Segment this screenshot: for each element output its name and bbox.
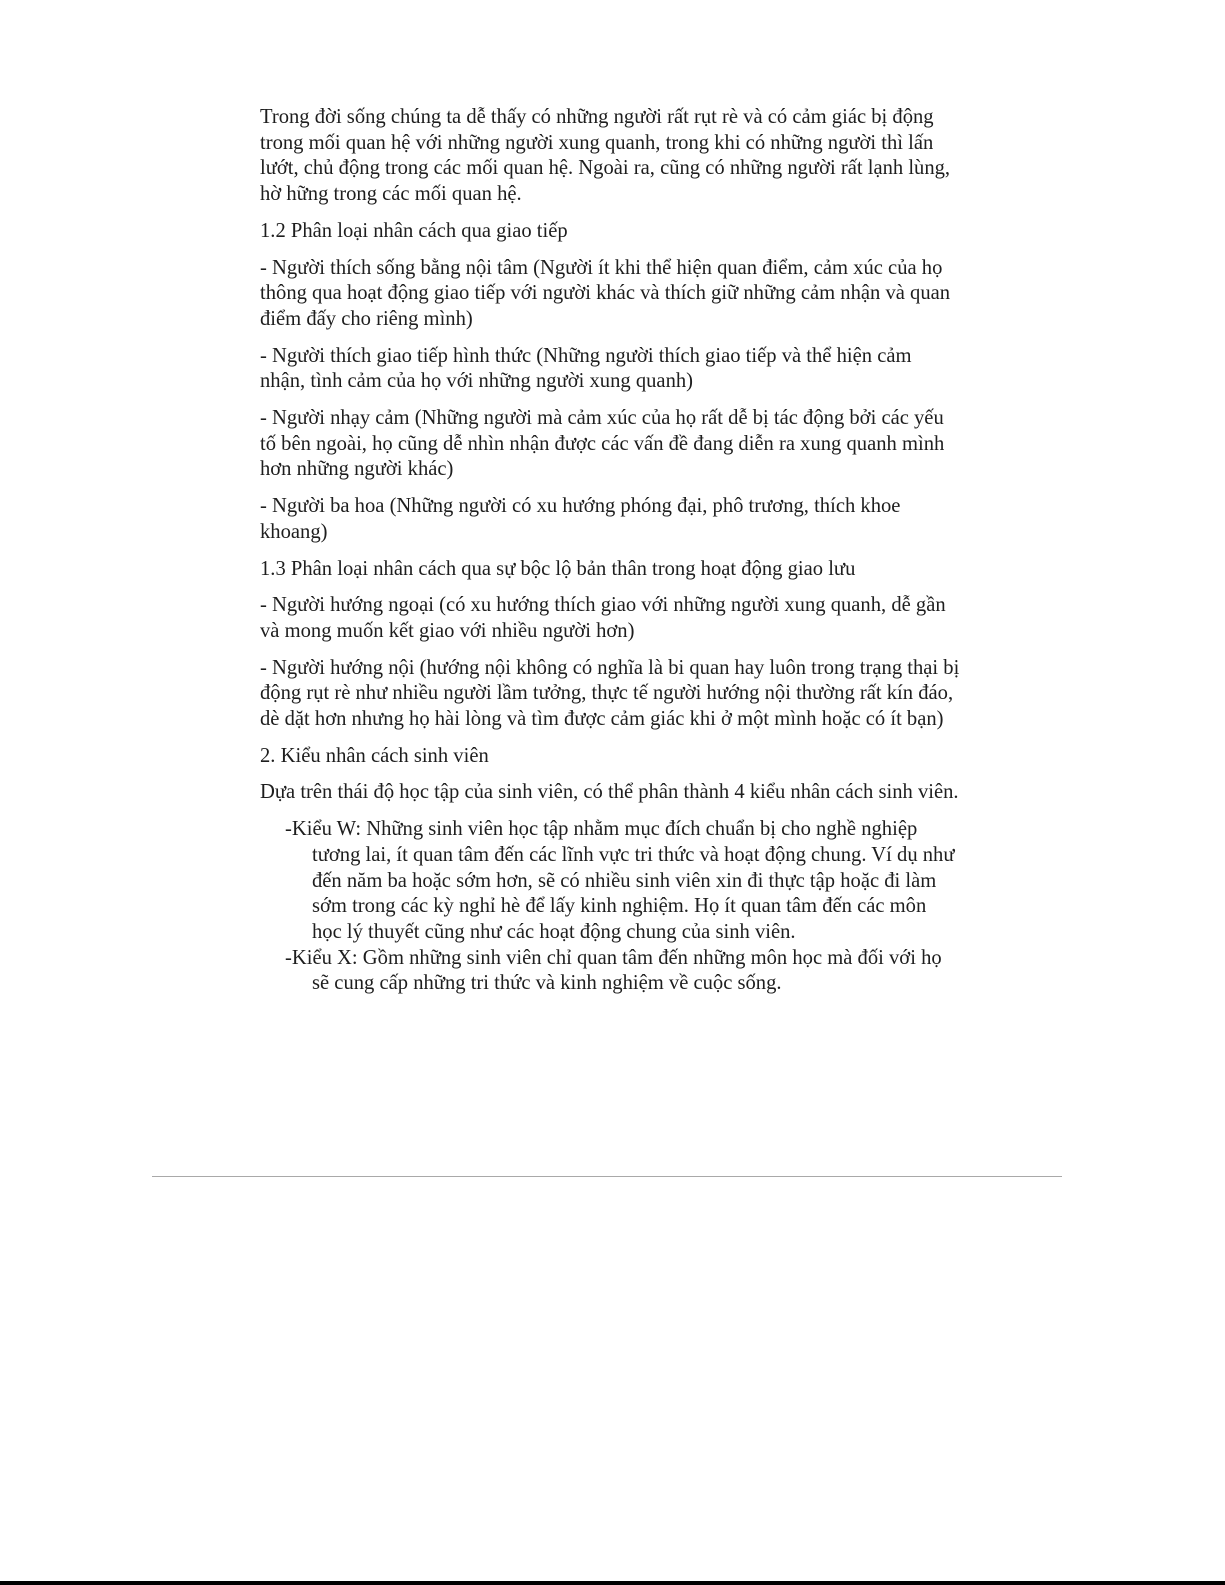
paragraph-sensitive-type: - Người nhạy cảm (Những người mà cảm xúc của họ rất dễ bị tác động bởi các yếu tố bên ngoài, họ cũng dễ nhìn nhận được các vấn đề đang diễn ra xung quanh mình hơn những người khác)	[260, 407, 945, 481]
document-body	[260, 105, 960, 997]
paragraph-introvert-type: - Người thích sống bằng nội tâm (Người ít khi thể hiện quan điểm, cảm xúc của họ thông qua hoạt động giao tiếp với người khác và thích giữ những cảm nhận và quan điểm đấy cho riêng mình)	[260, 256, 951, 330]
student-type-list	[260, 817, 960, 997]
paragraph-extrovert: - Người hướng ngoại (có xu hướng thích giao với những người xung quanh, dễ gần và mong muốn kết giao với nhiều người hơn)	[260, 594, 946, 642]
intro-paragraph: Trong đời sống chúng ta dễ thấy có những người rất rụt rè và có cảm giác bị động trong mối quan hệ với những người xung quanh, trong khi có những người thì lấn lướt, chủ động trong các mối quan hệ. Ngoài ra, cũng có những người rất lạnh lùng, hờ hững trong các mối quan hệ.	[260, 106, 951, 206]
paragraph-boastful-type: - Người ba hoa (Những người có xu hướng phóng đại, phô trương, thích khoe khoang)	[260, 495, 901, 543]
paragraph-formal-type: - Người thích giao tiếp hình thức (Những người thích giao tiếp và thể hiện cảm nhận, tình cảm của họ với những người xung quanh)	[260, 344, 912, 393]
section-heading-2: 2. Kiểu nhân cách sinh viên	[260, 744, 489, 767]
list-item-type-x: -Kiểu X: Gồm những sinh viên chỉ quan tâm đến những môn học mà đối với họ sẽ cung cấp những tri thức và kinh nghiệm về cuộc sống.	[285, 946, 942, 995]
paragraph-student-types-intro: Dựa trên thái độ học tập của sinh viên, có thể phân thành 4 kiểu nhân cách sinh viên.	[260, 781, 959, 804]
section-heading-1-3: 1.3 Phân loại nhân cách qua sự bộc lộ bản thân trong hoạt động giao lưu	[260, 557, 856, 580]
page-divider	[152, 1176, 1062, 1177]
section-heading-1-2: 1.2 Phân loại nhân cách qua giao tiếp	[260, 219, 568, 242]
paragraph-introvert: - Người hướng nội (hướng nội không có nghĩa là bi quan hay luôn trong trạng thại bị động rụt rè như nhiều người lầm tưởng, thực tế người hướng nội thường rất kín đáo, dè dặt hơn nhưng họ hài lòng và tìm được cảm giác khi ở một mình hoặc có ít bạn)	[260, 656, 960, 731]
list-item-type-w: -Kiểu W: Những sinh viên học tập nhằm mục đích chuẩn bị cho nghề nghiệp tương lai, ít quan tâm đến các lĩnh vực tri thức và hoạt động chung. Ví dụ như đến năm ba hoặc sớm hơn, sẽ có nhiều sinh viên xin đi thực tập hoặc đi làm sớm trong các kỳ nghỉ hè để lấy kinh nghiệm. Họ ít quan tâm đến các môn học lý thuyết cũng như các hoạt động chung của sinh viên.	[285, 818, 955, 943]
bottom-edge	[0, 1581, 1225, 1585]
